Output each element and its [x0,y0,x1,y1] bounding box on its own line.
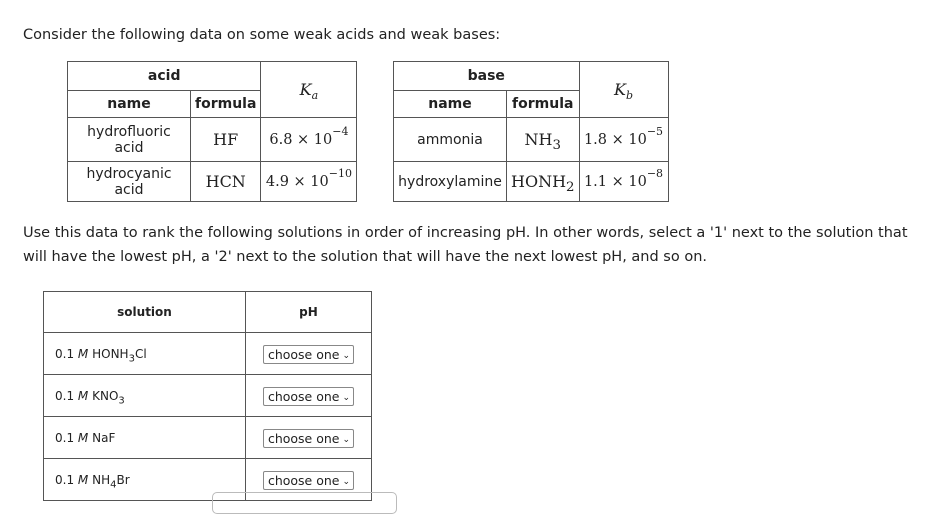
ph-cell [246,333,372,375]
acid-formula-header: formula [191,91,261,118]
base-name-cell: hydroxylamine [394,162,507,202]
acid-name-cell: hydrofluoric acid [68,118,191,162]
ph-cell [246,417,372,459]
base-formula-cell: $HONH_2$ [507,162,580,202]
table-row [68,162,357,202]
ka-value-cell: $4.9 \times 10^{-10}$ [261,162,357,202]
kb-value-cell: $1.1 \times 10^{-8}$ [579,162,668,202]
solution-cell: 0.1 M $NH_4Br$ [44,459,246,501]
acid-name-cell: hydrocyanic acid [68,162,191,202]
acid-name-header: name [68,91,191,118]
acid-formula-cell: HCN [191,162,261,202]
base-formula-header: formula [507,91,580,118]
chevron-down-icon: ⌄ [342,434,351,445]
table-row [44,333,372,375]
solution-header: solution [44,292,246,333]
base-group-header: base [394,62,580,91]
kb-header: $K_b$ [579,62,668,118]
base-name-header: name [394,91,507,118]
acid-formula-cell: HF [191,118,261,162]
ph-header: pH [246,292,372,333]
ka-header: $K_a$ [261,62,357,118]
chevron-down-icon: ⌄ [342,476,351,487]
solution-cell: 0.1 M NaF [44,417,246,459]
base-formula-cell: $NH_3$ [507,118,580,162]
instructions-text: Use this data to rank the following solutions in order of increasing pH. In other words, select a '1' next to the solution that will have the lowest pH, a '2' next to the solution that will have the next lowest pH, and so on. [23,225,908,265]
ph-cell [246,375,372,417]
partial-button[interactable] [212,492,397,514]
table-row [44,417,372,459]
base-table [393,61,669,202]
ranking-table [43,291,372,501]
acid-table [67,61,357,202]
ph-select[interactable]: choose one ⌄ [263,429,354,448]
ph-select[interactable]: choose one ⌄ [263,345,354,364]
chevron-down-icon: ⌄ [342,392,351,403]
prompt-text: Consider the following data on some weak acids and weak bases: [23,27,501,43]
base-name-cell: ammonia [394,118,507,162]
ph-select[interactable]: choose one ⌄ [263,471,354,490]
table-row [44,375,372,417]
solution-cell: 0.1 M $HONH_3Cl$ [44,333,246,375]
acid-group-header: acid [68,62,261,91]
table-row [394,162,669,202]
ka-value-cell: $6.8 \times 10^{-4}$ [261,118,357,162]
solution-cell: 0.1 M $KNO_3$ [44,375,246,417]
table-row [68,118,357,162]
table-row [394,118,669,162]
kb-value-cell: $1.8 \times 10^{-5}$ [579,118,668,162]
chevron-down-icon: ⌄ [342,350,351,361]
ph-select[interactable]: choose one ⌄ [263,387,354,406]
